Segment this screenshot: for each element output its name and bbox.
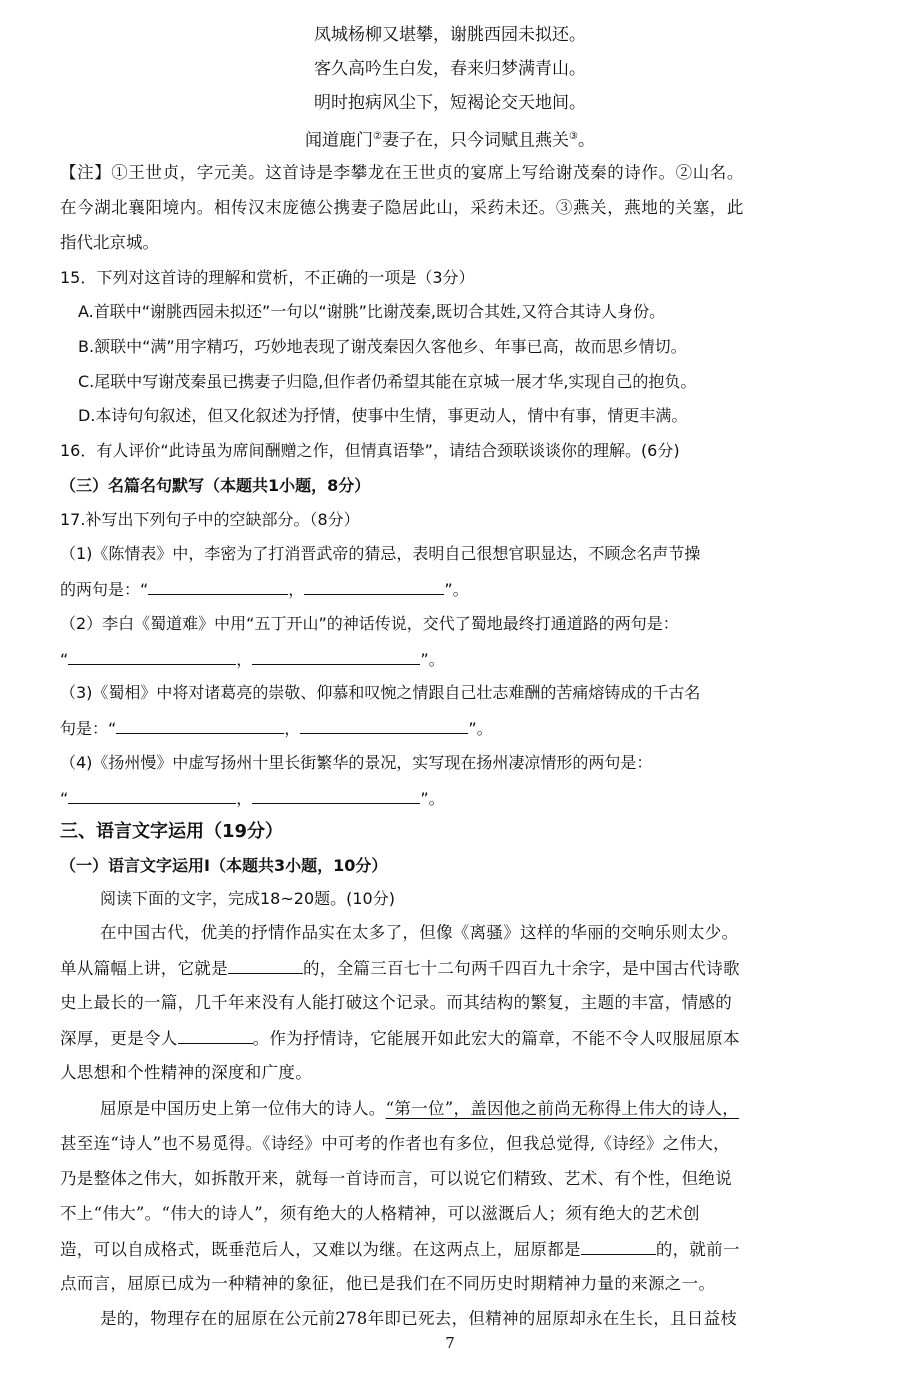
question-15-stem: 15．下列对这首诗的理解和赏析，不正确的一项是（3分） [60, 268, 475, 287]
passage-p2-line-5: 造，可以自成格式，既垂范后人，又难以为继。在这两点上，屈原都是 的，就前一 [60, 1236, 850, 1263]
answer-blank[interactable] [178, 1025, 253, 1044]
answer-blank[interactable] [228, 955, 303, 974]
question-17-item-4-blanks: “ ， ”。 [60, 785, 445, 812]
question-16: 16．有人评价“此诗虽为席间酬赠之作，但情真语挚”，请结合颈联谈谈你的理解。(6分) [60, 441, 680, 460]
passage-p2-line-2: 甚至连“诗人”也不易觅得。《诗经》中可考的作者也有多位，但我总觉得,《诗经》之伟大， [60, 1134, 730, 1153]
note-line-2: 在今湖北襄阳境内。相传汉末庞德公携妻子隐居此山，采药未还。③燕关，燕地的关塞，此 [60, 198, 744, 217]
question-17-item-1-prompt: （1)《陈情表》中，李密为了打消晋武帝的猜忌，表明自己很想官职显达，不顾念名声节操 [60, 544, 701, 563]
answer-blank[interactable] [68, 785, 236, 804]
section-heading-famous-lines: （三）名篇名句默写（本题共1小题，8分） [60, 476, 371, 495]
answer-blank[interactable] [68, 646, 236, 665]
passage-p1-line-4: 深厚，更是令人 。作为抒情诗，它能展开如此宏大的篇章，不能不令人叹服屈原本 [60, 1025, 850, 1052]
answer-blank[interactable] [252, 785, 420, 804]
passage-p3-line-1: 是的，物理存在的屈原在公元前278年即已死去，但精神的屈原却永在生长，且日益枝 [100, 1309, 738, 1328]
passage-p2-line-3: 乃是整体之伟大，如拆散开来，就每一首诗而言，可以说它们精致、艺术、有个性，但绝说 [60, 1169, 732, 1188]
note-line-1: 【注】①王世贞，字元美。这首诗是李攀龙在王世贞的宴席上写给谢茂秦的诗作。②山名。 [60, 163, 744, 182]
question-17-item-2-blanks: “ ， ”。 [60, 646, 445, 673]
passage-p2-line-1: 屈原是中国历史上第一位伟大的诗人。“第一位”，盖因他之前尚无称得上伟大的诗人， [100, 1099, 740, 1118]
question-15-option-c: C.尾联中写谢茂秦虽已携妻子归隐,但作者仍希望其能在京城一展才华,实现自己的抱负。 [78, 372, 697, 391]
question-17-item-4-prompt: （4)《扬州慢》中虚写扬州十里长街繁华的景况，实写现在扬州凄凉情形的两句是： [60, 753, 653, 772]
passage-p2-line-4: 不上“伟大”。“伟大的诗人”，须有绝大的人格精神，可以滋溉后人；须有绝大的艺术创 [60, 1204, 700, 1223]
question-17-item-3-prompt: （3)《蜀相》中将对诸葛亮的崇敬、仰慕和叹惋之情跟自己壮志难酬的苦痛熔铸成的千古名 [60, 683, 701, 702]
page-number: 7 [445, 1334, 455, 1352]
question-15-option-b: B.颔联中“满”用字精巧，巧妙地表现了谢茂秦因久客他乡、年事已高，故而思乡情切。 [78, 337, 687, 356]
answer-blank[interactable] [148, 576, 288, 595]
poem-line-3: 明时抱病风尘下，短褐论交天地间。 [314, 93, 586, 113]
part-3-subheading: （一）语言文字运用Ⅰ（本题共3小题，10分） [60, 856, 388, 875]
answer-blank[interactable] [581, 1236, 656, 1255]
question-15-option-d: D.本诗句句叙述，但又化叙述为抒情，使事中生情，事更动人，情中有事，情更丰满。 [78, 406, 688, 425]
passage-p1-line-1: 在中国古代，优美的抒情作品实在太多了，但像《离骚》这样的华丽的交响乐则太少。 [100, 923, 739, 942]
poem-line-4: 闻道鹿门②妻子在，只今词赋且燕关③。 [305, 130, 595, 151]
passage-p1-line-5: 人思想和个性精神的深度和广度。 [60, 1063, 312, 1082]
question-17-item-3-blanks: 句是：“ ， ”。 [60, 715, 493, 742]
question-17-stem: 17.补写出下列句子中的空缺部分。（8分） [60, 510, 360, 529]
poem-line-1: 凤城杨柳又堪攀，谢朓西园未拟还。 [314, 25, 586, 45]
part-3-heading: 三、语言文字运用（19分） [60, 821, 284, 842]
passage-p1-line-2: 单从篇幅上讲，它就是 的，全篇三百七十二句两千四百九十余字，是中国古代诗歌 [60, 955, 850, 982]
question-17-item-2-prompt: （2）李白《蜀道难》中用“五丁开山”的神话传说，交代了蜀地最终打通道路的两句是： [60, 614, 679, 633]
answer-blank[interactable] [252, 646, 420, 665]
passage-p2-line-6: 点而言，屈原已成为一种精神的象征，他已是我们在不同历史时期精神力量的来源之一。 [60, 1274, 716, 1293]
reading-instruction: 阅读下面的文字，完成18~20题。(10分) [100, 889, 395, 908]
answer-blank[interactable] [300, 715, 468, 734]
underlined-sentence: “第一位”，盖因他之前尚无称得上伟大的诗人， [385, 1099, 740, 1118]
answer-blank[interactable] [116, 715, 284, 734]
answer-blank[interactable] [304, 576, 444, 595]
note-line-3: 指代北京城。 [60, 233, 159, 252]
poem-line-2: 客久高吟生白发，春来归梦满青山。 [314, 59, 586, 79]
question-17-item-1-blanks: 的两句是：“ ， ”。 [60, 576, 469, 603]
question-15-option-a: A.首联中“谢朓西园未拟还”一句以“谢朓”比谢茂秦,既切合其姓,又符合其诗人身份。 [78, 302, 666, 321]
passage-p1-line-3: 史上最长的一篇，几千年来没有人能打破这个记录。而其结构的繁复，主题的丰富，情感的 [60, 993, 732, 1012]
